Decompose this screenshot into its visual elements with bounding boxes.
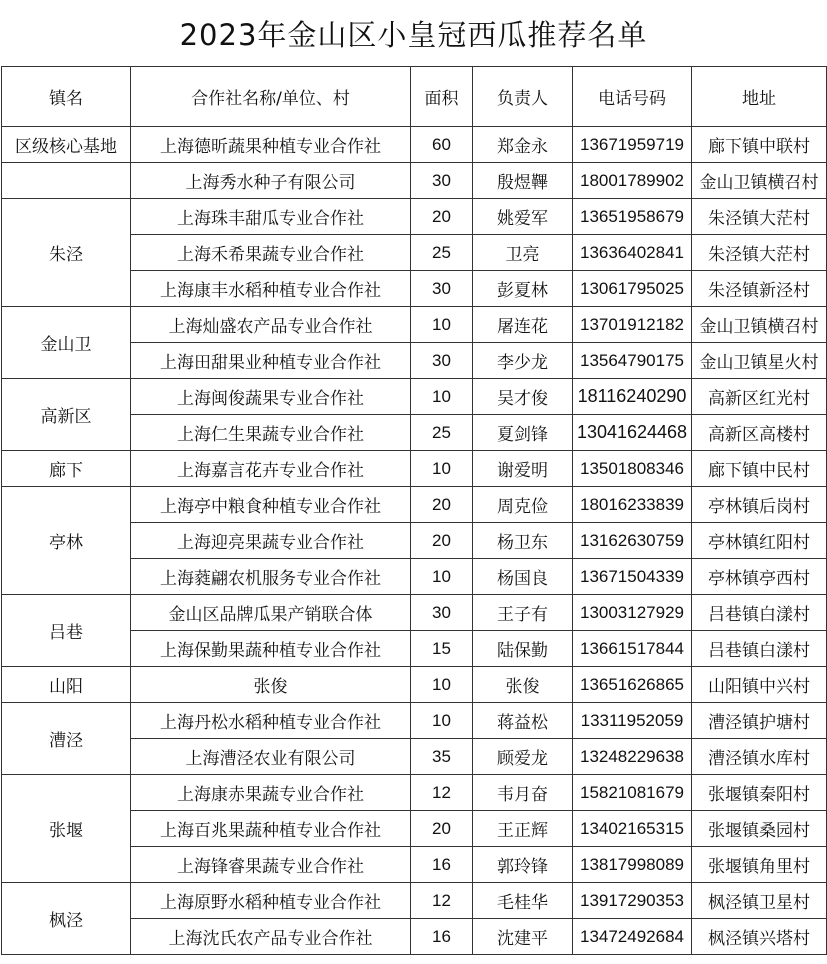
- header-row: [2, 67, 827, 127]
- address-cell: 山阳镇中兴村: [692, 667, 827, 703]
- person-cell: 卫亮: [473, 235, 573, 271]
- address-cell: 高新区高楼村: [692, 415, 827, 451]
- cooperative-cell: 上海禾希果蔬专业合作社: [131, 235, 411, 271]
- address-cell: 亭林镇后岗村: [692, 487, 827, 523]
- cooperative-cell: 上海闽俊蔬果专业合作社: [131, 379, 411, 415]
- person-cell: 郭玲锋: [473, 847, 573, 883]
- address-cell: 金山卫镇星火村: [692, 343, 827, 379]
- area-cell: 12: [411, 883, 473, 919]
- cooperative-cell: 上海仁生果蔬专业合作社: [131, 415, 411, 451]
- recommendation-table: [1, 66, 827, 955]
- phone-cell: 18001789902: [573, 163, 692, 199]
- phone-cell: 13472492684: [573, 919, 692, 955]
- address-cell: 张堰镇角里村: [692, 847, 827, 883]
- person-cell: 李少龙: [473, 343, 573, 379]
- area-cell: 10: [411, 451, 473, 487]
- person-cell: 顾爱龙: [473, 739, 573, 775]
- cooperative-cell: 上海百兆果蔬种植专业合作社: [131, 811, 411, 847]
- area-cell: 30: [411, 163, 473, 199]
- person-cell: 吴才俊: [473, 379, 573, 415]
- area-cell: 60: [411, 127, 473, 163]
- town-cell: 漕泾: [2, 703, 131, 775]
- person-cell: 韦月奋: [473, 775, 573, 811]
- address-cell: 廊下镇中民村: [692, 451, 827, 487]
- address-cell: 朱泾镇新泾村: [692, 271, 827, 307]
- header-town: 镇名: [2, 67, 131, 127]
- phone-cell: 15821081679: [573, 775, 692, 811]
- person-cell: 姚爱军: [473, 199, 573, 235]
- area-cell: 20: [411, 523, 473, 559]
- cooperative-cell: 上海嘉言花卉专业合作社: [131, 451, 411, 487]
- phone-cell: 13817998089: [573, 847, 692, 883]
- table-row: [2, 451, 827, 487]
- address-cell: 吕巷镇白漾村: [692, 595, 827, 631]
- person-cell: 张俊: [473, 667, 573, 703]
- table-row: [2, 487, 827, 523]
- address-cell: 朱泾镇大茫村: [692, 199, 827, 235]
- area-cell: 30: [411, 595, 473, 631]
- area-cell: 16: [411, 847, 473, 883]
- person-cell: 谢爱明: [473, 451, 573, 487]
- area-cell: 10: [411, 703, 473, 739]
- address-cell: 亭林镇红阳村: [692, 523, 827, 559]
- person-cell: 屠连花: [473, 307, 573, 343]
- phone-cell: 13651626865: [573, 667, 692, 703]
- address-cell: 漕泾镇护塘村: [692, 703, 827, 739]
- phone-cell: 13651958679: [573, 199, 692, 235]
- area-cell: 25: [411, 415, 473, 451]
- area-cell: 35: [411, 739, 473, 775]
- area-cell: 10: [411, 667, 473, 703]
- phone-cell: 13162630759: [573, 523, 692, 559]
- cooperative-cell: 上海锋睿果蔬专业合作社: [131, 847, 411, 883]
- area-cell: 16: [411, 919, 473, 955]
- person-cell: 王正辉: [473, 811, 573, 847]
- cooperative-cell: 上海康丰水稻种植专业合作社: [131, 271, 411, 307]
- person-cell: 杨国良: [473, 559, 573, 595]
- person-cell: 夏剑锋: [473, 415, 573, 451]
- table-row: [2, 163, 827, 199]
- cooperative-cell: 上海漕泾农业有限公司: [131, 739, 411, 775]
- cooperative-cell: 上海沈氏农产品专业合作社: [131, 919, 411, 955]
- cooperative-cell: 上海田甜果业种植专业合作社: [131, 343, 411, 379]
- person-cell: 殷煜鞸: [473, 163, 573, 199]
- phone-cell: 13311952059: [573, 703, 692, 739]
- cooperative-cell: 上海迎亮果蔬专业合作社: [131, 523, 411, 559]
- area-cell: 20: [411, 811, 473, 847]
- area-cell: 20: [411, 487, 473, 523]
- cooperative-cell: 上海灿盛农产品专业合作社: [131, 307, 411, 343]
- cooperative-cell: 张俊: [131, 667, 411, 703]
- address-cell: 亭林镇亭西村: [692, 559, 827, 595]
- phone-cell: 13564790175: [573, 343, 692, 379]
- address-cell: 枫泾镇卫星村: [692, 883, 827, 919]
- person-cell: 陆保勤: [473, 631, 573, 667]
- phone-cell: 13041624468: [573, 415, 692, 451]
- area-cell: 20: [411, 199, 473, 235]
- table-row: [2, 595, 827, 631]
- header-area: 面积: [411, 67, 473, 127]
- person-cell: 彭夏林: [473, 271, 573, 307]
- header-cooperative: 合作社名称/单位、村: [131, 67, 411, 127]
- phone-cell: 13701912182: [573, 307, 692, 343]
- town-cell: 区级核心基地: [2, 127, 131, 163]
- header-phone: 电话号码: [573, 67, 692, 127]
- area-cell: 25: [411, 235, 473, 271]
- table-row: [2, 775, 827, 811]
- area-cell: 10: [411, 307, 473, 343]
- town-cell: 亭林: [2, 487, 131, 595]
- person-cell: 沈建平: [473, 919, 573, 955]
- area-cell: 15: [411, 631, 473, 667]
- phone-cell: 18116240290: [573, 379, 692, 415]
- phone-cell: 13248229638: [573, 739, 692, 775]
- cooperative-cell: 上海丹松水稻种植专业合作社: [131, 703, 411, 739]
- address-cell: 金山卫镇横召村: [692, 163, 827, 199]
- area-cell: 30: [411, 271, 473, 307]
- town-cell: 金山卫: [2, 307, 131, 379]
- person-cell: 郑金永: [473, 127, 573, 163]
- address-cell: 廊下镇中联村: [692, 127, 827, 163]
- phone-cell: 13671504339: [573, 559, 692, 595]
- area-cell: 10: [411, 379, 473, 415]
- phone-cell: 13003127929: [573, 595, 692, 631]
- area-cell: 10: [411, 559, 473, 595]
- phone-cell: 13501808346: [573, 451, 692, 487]
- phone-cell: 13061795025: [573, 271, 692, 307]
- cooperative-cell: 金山区品牌瓜果产销联合体: [131, 595, 411, 631]
- table-row: [2, 667, 827, 703]
- phone-cell: 13636402841: [573, 235, 692, 271]
- town-cell: 廊下: [2, 451, 131, 487]
- person-cell: 毛桂华: [473, 883, 573, 919]
- cooperative-cell: 上海珠丰甜瓜专业合作社: [131, 199, 411, 235]
- address-cell: 金山卫镇横召村: [692, 307, 827, 343]
- phone-cell: 13661517844: [573, 631, 692, 667]
- cooperative-cell: 上海德昕蔬果种植专业合作社: [131, 127, 411, 163]
- table-row: [2, 307, 827, 343]
- town-cell: 枫泾: [2, 883, 131, 955]
- cooperative-cell: 上海原野水稻种植专业合作社: [131, 883, 411, 919]
- address-cell: 张堰镇秦阳村: [692, 775, 827, 811]
- cooperative-cell: 上海保勤果蔬种植专业合作社: [131, 631, 411, 667]
- table-row: [2, 703, 827, 739]
- header-person: 负责人: [473, 67, 573, 127]
- address-cell: 枫泾镇兴塔村: [692, 919, 827, 955]
- town-cell: [2, 163, 131, 199]
- cooperative-cell: 上海蕤翩农机服务专业合作社: [131, 559, 411, 595]
- table-row: [2, 379, 827, 415]
- header-address: 地址: [692, 67, 827, 127]
- phone-cell: 13671959719: [573, 127, 692, 163]
- table-row: [2, 127, 827, 163]
- address-cell: 高新区红光村: [692, 379, 827, 415]
- area-cell: 12: [411, 775, 473, 811]
- address-cell: 张堰镇桑园村: [692, 811, 827, 847]
- person-cell: 蒋益松: [473, 703, 573, 739]
- address-cell: 吕巷镇白漾村: [692, 631, 827, 667]
- phone-cell: 18016233839: [573, 487, 692, 523]
- cooperative-cell: 上海康赤果蔬专业合作社: [131, 775, 411, 811]
- person-cell: 王子有: [473, 595, 573, 631]
- table-row: [2, 883, 827, 919]
- town-cell: 山阳: [2, 667, 131, 703]
- town-cell: 张堰: [2, 775, 131, 883]
- person-cell: 周克俭: [473, 487, 573, 523]
- town-cell: 吕巷: [2, 595, 131, 667]
- table-row: [2, 199, 827, 235]
- person-cell: 杨卫东: [473, 523, 573, 559]
- address-cell: 漕泾镇水库村: [692, 739, 827, 775]
- town-cell: 高新区: [2, 379, 131, 451]
- page-title: 2023年金山区小皇冠西瓜推荐名单: [179, 17, 648, 52]
- cooperative-cell: 上海亭中粮食种植专业合作社: [131, 487, 411, 523]
- town-cell: 朱泾: [2, 199, 131, 307]
- phone-cell: 13917290353: [573, 883, 692, 919]
- cooperative-cell: 上海秀水种子有限公司: [131, 163, 411, 199]
- area-cell: 30: [411, 343, 473, 379]
- address-cell: 朱泾镇大茫村: [692, 235, 827, 271]
- phone-cell: 13402165315: [573, 811, 692, 847]
